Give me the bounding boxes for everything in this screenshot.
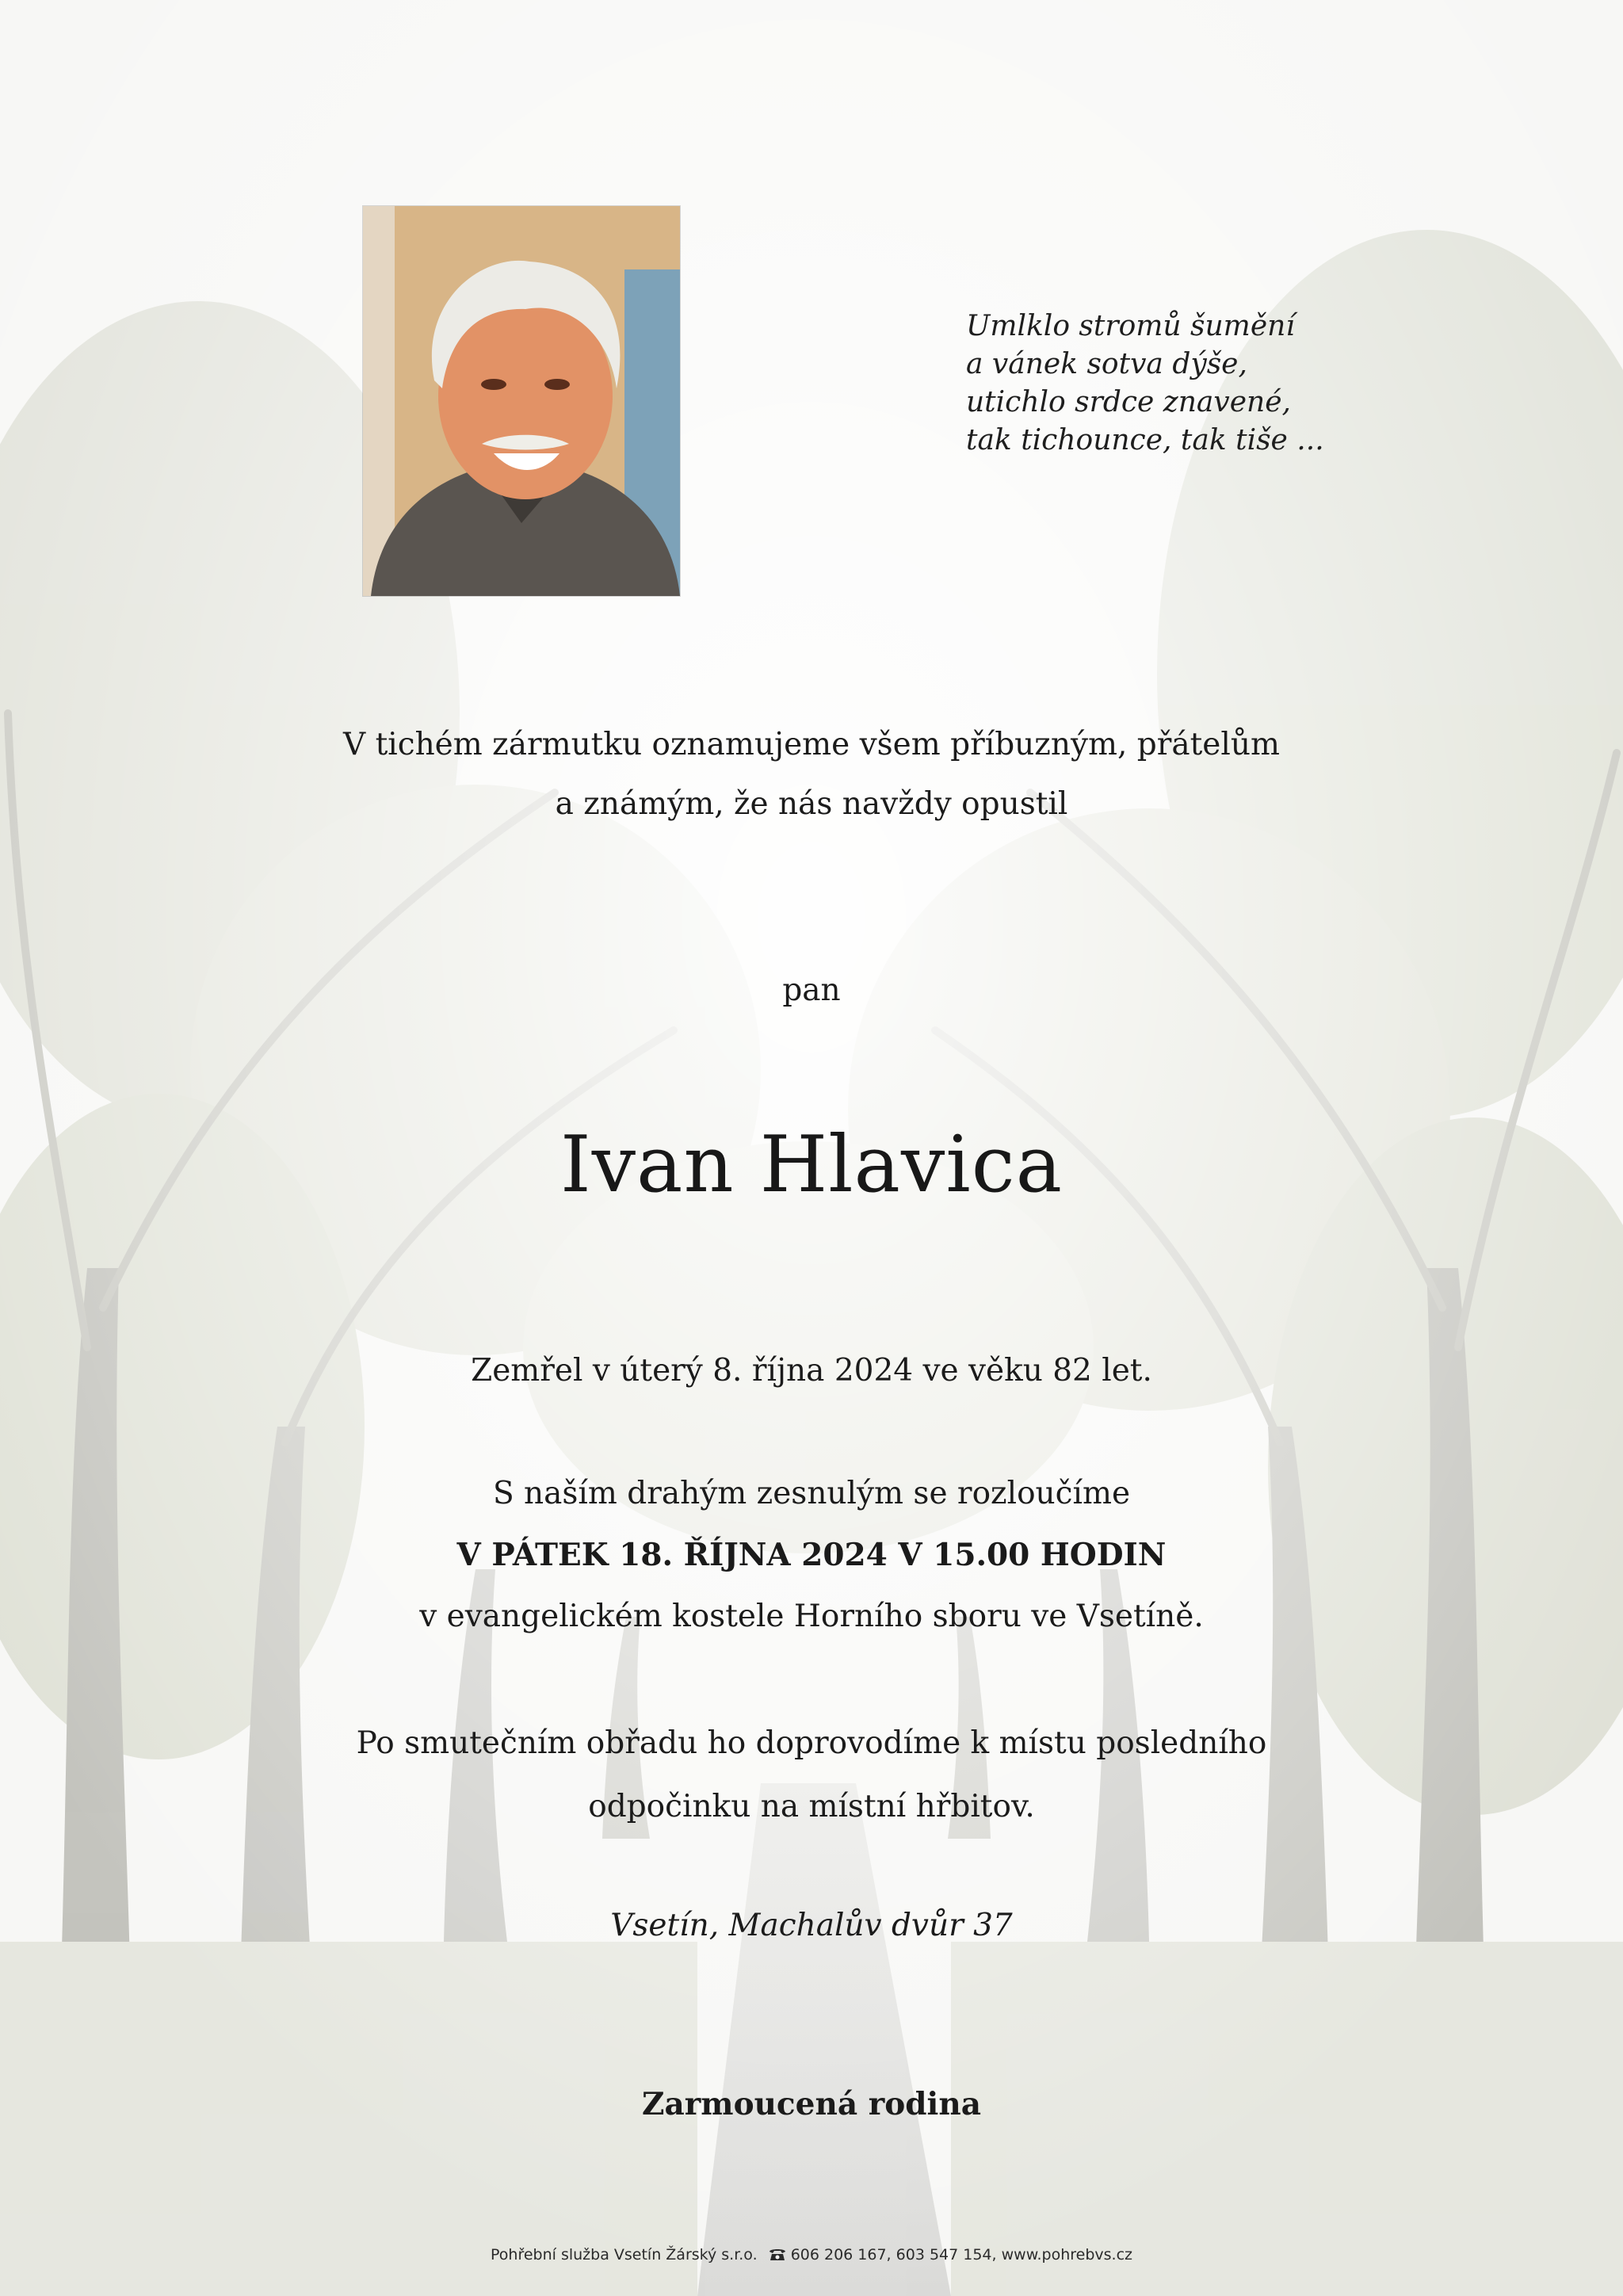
- funeral-service-footer: [0, 2244, 1623, 2265]
- announcement-line-2: a známým, že nás navždy opustil: [555, 786, 1068, 822]
- poem-line: a vánek sotva dýše,: [966, 348, 1247, 380]
- burial-line-1: Po smutečním obřadu ho doprovodíme k místu posledního: [356, 1725, 1267, 1761]
- footer-company: Pohřební služba Vsetín Žárský s.r.o.: [491, 2246, 758, 2264]
- family-signature: Zarmoucená rodina: [642, 2086, 981, 2122]
- poem-line: utichlo srdce znavené,: [966, 386, 1291, 418]
- address: Vsetín, Machalův dvůr 37: [610, 1908, 1013, 1943]
- burial-line-2: odpočinku na místní hřbitov.: [588, 1789, 1035, 1824]
- salutation: pan: [782, 972, 841, 1008]
- deceased-name: Ivan Hlavica: [559, 1120, 1064, 1210]
- poem-line: tak tichounce, tak tiše ...: [966, 424, 1324, 457]
- farewell-place: v evangelickém kostele Horního sboru ve Vsetíně.: [419, 1599, 1204, 1634]
- announcement-line-1: V tichém zármutku oznamujeme všem příbuzným, přátelům: [343, 727, 1280, 762]
- farewell-datetime: V PÁTEK 18. ŘÍJNA 2024 V 15.00 HODIN: [456, 1537, 1167, 1573]
- telephone-icon: [769, 2247, 786, 2261]
- footer-phones: 606 206 167, 603 547 154,: [790, 2246, 997, 2264]
- portrait-photo: [363, 206, 680, 596]
- farewell-intro: S naším drahým zesnulým se rozloučíme: [492, 1476, 1131, 1511]
- poem-line: Umlklo stromů šumění: [966, 310, 1295, 342]
- death-info: Zemřel v úterý 8. října 2024 ve věku 82 let.: [471, 1353, 1152, 1389]
- footer-website[interactable]: www.pohrebvs.cz: [1001, 2246, 1132, 2264]
